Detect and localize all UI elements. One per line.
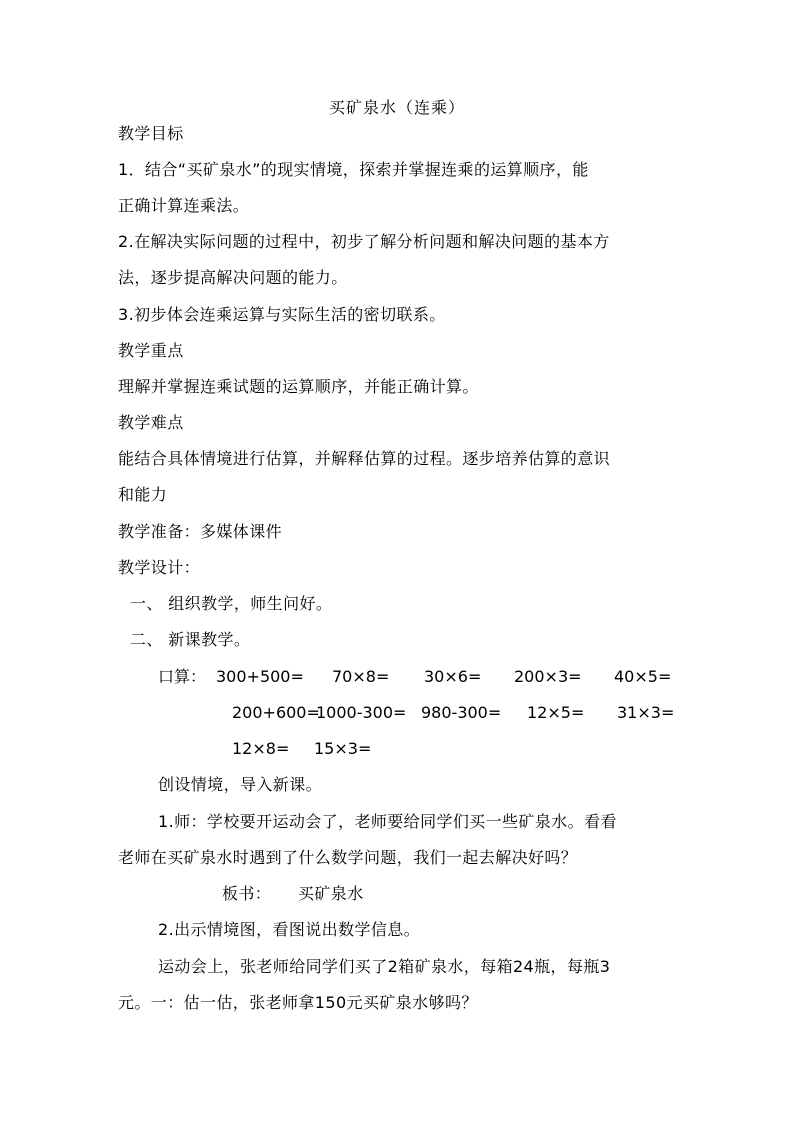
oral-calc-label: 口算： bbox=[158, 667, 207, 686]
oral-calc-item: 31×3= bbox=[617, 703, 675, 722]
goal-1-line-2: 正确计算连乘法。 bbox=[118, 196, 250, 215]
board-label: 板书： bbox=[222, 884, 272, 903]
oral-calc-item: 980-300= bbox=[421, 703, 502, 722]
key-points-heading: 教学重点 bbox=[118, 341, 184, 360]
paragraph-3-line-2: 元。一：估一估，张老师拿150元买矿泉水够吗？ bbox=[118, 993, 478, 1012]
document-title: 买矿泉水（连乘） bbox=[328, 98, 465, 117]
step-2: 二、 新课教学。 bbox=[130, 630, 251, 649]
difficulty-heading: 教学难点 bbox=[118, 413, 184, 432]
oral-calc-item: 70×8= bbox=[332, 667, 390, 686]
paragraph-3-line-1: 运动会上，张老师给同学们买了2箱矿泉水，每箱24瓶，每瓶3 bbox=[158, 957, 611, 976]
oral-calc-item: 12×8= bbox=[232, 739, 290, 758]
key-points-text: 理解并掌握连乘试题的运算顺序，并能正确计算。 bbox=[118, 377, 479, 396]
design-heading: 教学设计： bbox=[118, 558, 201, 577]
paragraph-2: 2.出示情境图，看图说出数学信息。 bbox=[158, 920, 421, 939]
goal-3: 3.初步体会连乘运算与实际生活的密切联系。 bbox=[118, 305, 446, 324]
oral-calc-item: 300+500= bbox=[216, 667, 304, 686]
goal-2-line-2: 法，逐步提高解决问题的能力。 bbox=[118, 268, 348, 287]
oral-calc-item: 15×3= bbox=[314, 739, 372, 758]
oral-calc-item: 40×5= bbox=[614, 667, 672, 686]
difficulty-line-2: 和能力 bbox=[118, 485, 168, 504]
goals-heading: 教学目标 bbox=[118, 124, 184, 143]
oral-calc-item: 12×5= bbox=[527, 703, 585, 722]
create-situation: 创设情境，导入新课。 bbox=[158, 775, 323, 794]
paragraph-1-line-2: 老师在买矿泉水时遇到了什么数学问题，我们一起去解决好吗？ bbox=[118, 848, 578, 867]
goal-2-line-1: 2.在解决实际问题的过程中，初步了解分析问题和解决问题的基本方 bbox=[118, 232, 610, 251]
oral-calc-item: 1000-300= bbox=[316, 703, 407, 722]
difficulty-line-1: 能结合具体情境进行估算，并解释估算的过程。逐步培养估算的意识 bbox=[118, 449, 611, 468]
paragraph-1-line-1: 1.师：学校要开运动会了，老师要给同学们买一些矿泉水。看看 bbox=[158, 812, 617, 831]
oral-calc-item: 200+600= bbox=[232, 703, 320, 722]
preparation: 教学准备：多媒体课件 bbox=[118, 522, 283, 541]
oral-calc-item: 200×3= bbox=[514, 667, 582, 686]
board-text: 买矿泉水 bbox=[298, 884, 364, 903]
goal-1-line-1: 1．结合“买矿泉水”的现实情境，探索并掌握连乘的运算顺序，能 bbox=[118, 160, 589, 179]
step-1: 一、 组织教学，师生问好。 bbox=[130, 594, 333, 613]
oral-calc-item: 30×6= bbox=[424, 667, 482, 686]
